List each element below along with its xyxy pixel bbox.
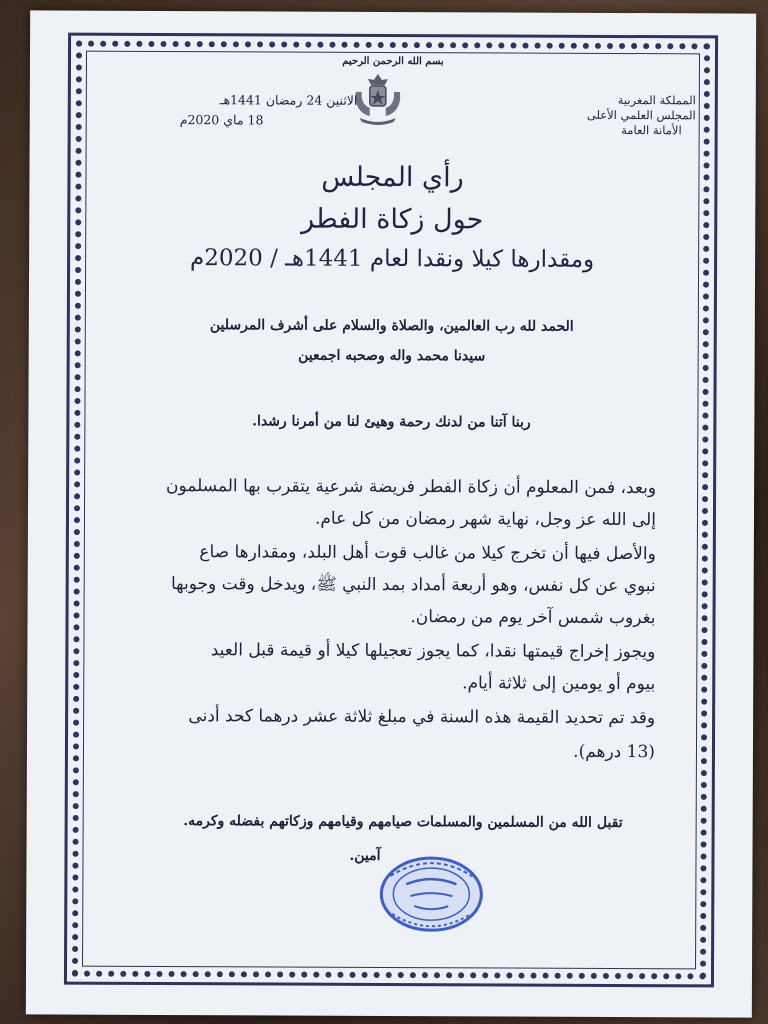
institution-line-1: المملكة المغربية — [617, 92, 696, 108]
opening-line-2: سيدنا محمد واله وصحبه اجمعين — [298, 347, 486, 365]
institution-line-2: المجلس العلمي الأعلى — [586, 107, 696, 123]
body-line-3: والأصل فيها أن تخرج كيلا من غالب قوت أهل البلد، ومقدارها صاع — [199, 542, 656, 565]
body-line-5: بغروب شمس آخر يوم من رمضان. — [410, 607, 656, 629]
body-line-4: نبوي عن كل نفس، وهو أربعة أمداد بمد النبي ﷺ، ويدخل وقت وجوبها — [170, 574, 656, 597]
date-gregorian: 18 ماي 2020م — [179, 112, 264, 128]
date-hijri: الاثنين 24 رمضان 1441هـ — [219, 92, 358, 108]
title-line-1: رأي المجلس — [321, 161, 464, 194]
closing-line-1: تقبل الله من المسلمين والمسلمات صيامهم وقيامهم وزكاتهم بفضله وكرمه. — [183, 813, 623, 832]
body-line-2: إلى الله عز وجل، نهاية شهر رمضان من كل عام. — [314, 508, 657, 531]
closing-line-2: آمين. — [349, 847, 381, 864]
title-line-3: ومقدارها كيلا ونقدا لعام 1441هـ / 2020م — [189, 245, 595, 273]
body-line-7: بيوم أو يومين إلى ثلاثة أيام. — [462, 673, 656, 695]
basmala: بسم الله الرحمن الرحيم — [342, 55, 444, 68]
institution-line-3: الأمانة العامة — [621, 123, 682, 138]
body-line-8: وقد تم تحديد القيمة هذه السنة في مبلغ ثلاثة عشر درهما كحد أدنى — [188, 706, 656, 729]
document-page — [26, 10, 756, 1017]
official-stamp-icon — [376, 854, 486, 934]
dua-line: ربنا آتنا من لدنك رحمة وهيئ لنا من أمرنا رشدا. — [252, 413, 531, 431]
body-line-1: وبعد، فمن المعلوم أن زكاة الفطر فريضة شرعية يتقرب بها المسلمون — [165, 476, 657, 499]
opening-line-1: الحمد لله رب العالمين، والصلاة والسلام على أشرف المرسلين — [209, 317, 574, 335]
royal-emblem-icon — [350, 70, 406, 128]
body-line-6: ويجوز إخراج قيمتها نقدا، كما يجوز تعجيلها كيلا أو قيمة قبل العيد — [210, 640, 656, 663]
body-line-9: (13 درهم). — [573, 741, 656, 763]
title-line-2: حول زكاة الفطر — [301, 203, 484, 236]
